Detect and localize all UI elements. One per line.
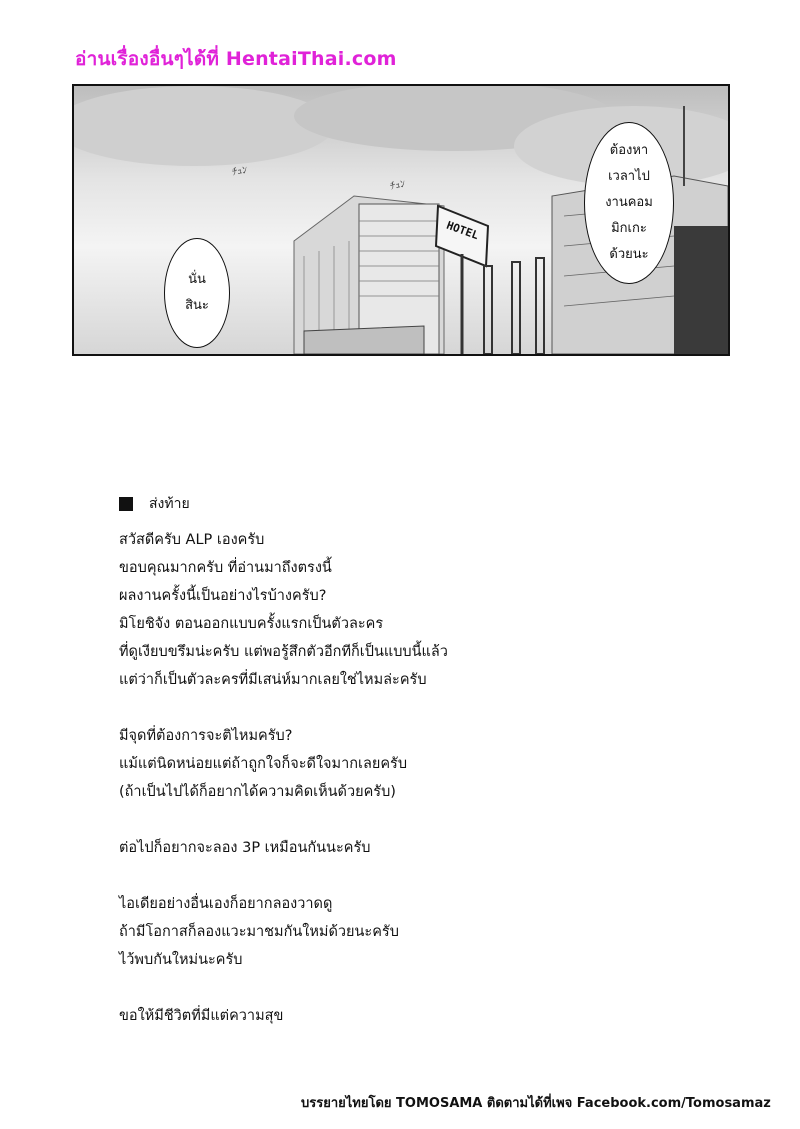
speech-bubble-right [584,122,674,284]
paragraph-gap [119,862,739,890]
paragraph-gap [119,694,739,722]
square-bullet-icon [119,497,133,511]
afterword-line: ขอให้มีชีวิตที่มีแต่ความสุข [119,1008,284,1024]
afterword-line: ที่ดูเงียบขรึมน่ะครับ แต่พอรู้สึกตัวอีกทีก็เป็นแบบนี้แล้ว [119,644,448,660]
sound-effect-text: ﾁｭﾝ [389,178,407,193]
paragraph-gap [119,974,739,1002]
afterword-line: ผลงานครั้งนี้เป็นอย่างไรบ้างครับ? [119,588,327,604]
sound-effect-text: ﾁｭﾝ [231,164,248,178]
speech-bubble-text: ต้องหา เวลาไป งานคอม มิกเกะ ด้วยนะ [605,143,653,262]
afterword-line: (ถ้าเป็นไปได้ก็อยากได้ความคิดเห็นด้วยครับ) [119,784,396,800]
afterword-line: แม้แต่นิดหน่อยแต่ถ้าถูกใจก็จะดีใจมากเลยครับ [119,756,408,772]
manga-panel [72,84,730,356]
speech-bubble-left [164,238,230,348]
afterword-heading-text: ส่งท้าย [149,496,190,512]
afterword-line: มิโยชิจัง ตอนออกแบบครั้งแรกเป็นตัวละคร [119,616,384,632]
afterword-line: ไอเดียอย่างอื่นเองก็อยากลองวาดดู [119,896,333,912]
afterword-line: แต่ว่าก็เป็นตัวละครที่มีเสน่ห์มากเลยใช่ไหมล่ะครับ [119,672,427,688]
afterword-heading [119,493,190,515]
afterword-line: มีจุดที่ต้องการจะติไหมครับ? [119,728,293,744]
hotel-sign-text: HOTEL [444,218,481,243]
afterword-line: ถ้ามีโอกาสก็ลองแวะมาชมกันใหม่ด้วยนะครับ [119,924,399,940]
paragraph-gap [119,806,739,834]
afterword-line: ไว้พบกันใหม่นะครับ [119,952,243,968]
afterword-line: ต่อไปก็อยากจะลอง 3P เหมือนกันนะครับ [119,840,371,856]
speech-bubble-text: นั่น สินะ [185,272,209,313]
afterword-body [119,526,739,1030]
afterword-line: ขอบคุณมากครับ ที่อ่านมาถึงตรงนี้ [119,560,332,576]
watermark-text: อ่านเรื่องอื่นๆได้ที่ HentaiThai.com [75,48,397,70]
translator-credit: บรรยายไทยโดย TOMOSAMA ติดตามได้ที่เพจ Facebook.com/Tomosamaz [301,1096,771,1111]
afterword-line: สวัสดีครับ ALP เองครับ [119,532,265,548]
